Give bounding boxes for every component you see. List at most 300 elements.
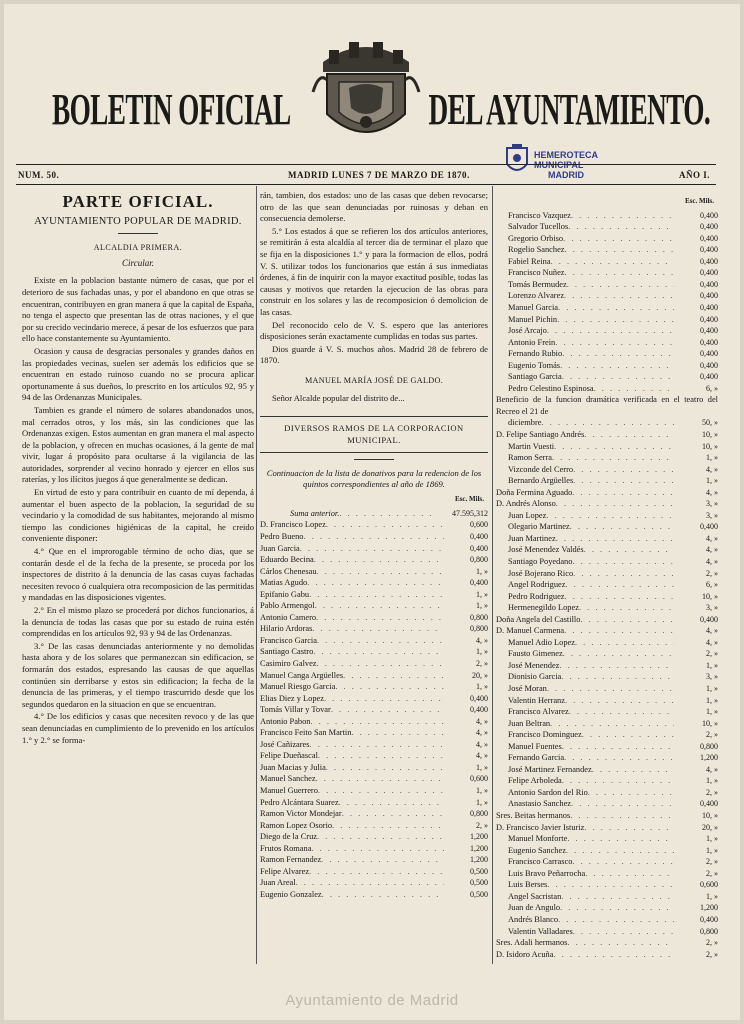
donation-amount: 1,200	[700, 753, 718, 763]
total-value: 47.595,312	[452, 508, 488, 518]
donation-amount: 2, »	[706, 938, 718, 948]
donor-name: Juan Lopez	[508, 510, 547, 520]
donation-amount: 0,400	[700, 302, 718, 312]
donation-amount: 0,400	[700, 326, 718, 336]
donor-name: Vizconde del Cerro	[508, 464, 574, 474]
issue-number: NUM. 50.	[18, 170, 60, 180]
list-item	[496, 579, 718, 591]
list-item	[260, 797, 488, 809]
running-total-row	[260, 508, 488, 520]
list-item	[496, 371, 718, 383]
donor-name: José Menendez Valdés	[508, 545, 584, 555]
donation-amount: 4, »	[706, 637, 718, 647]
donation-amount: 0,800	[470, 612, 488, 622]
donation-amount: 0,400	[700, 614, 718, 624]
donor-name: Eduardo Becina	[260, 555, 314, 565]
donation-amount: 10, »	[702, 429, 718, 439]
donor-name: Lorenzo Alvarez	[508, 291, 565, 301]
donor-name: Antonio Frein	[508, 337, 556, 347]
donor-name: Juan Macias y Julia	[260, 762, 326, 772]
donation-amount: 1, »	[706, 476, 718, 486]
donor-name: Francisco Nuñez	[508, 268, 565, 278]
list-item	[260, 727, 488, 739]
donor-name: Manuel Guerrero	[260, 786, 318, 795]
donor-name: Manuel Garcia	[508, 302, 558, 312]
list-item	[496, 441, 718, 453]
list-item	[496, 879, 718, 891]
donation-amount: 1, »	[706, 834, 718, 844]
donation-amount: 1,200	[470, 832, 488, 842]
donation-amount: 1,200	[470, 843, 488, 853]
list-item	[496, 244, 718, 256]
list-item	[496, 856, 718, 868]
donation-amount: 0,400	[700, 222, 718, 232]
donor-name: Doña Fermina Aguado	[496, 487, 573, 497]
donor-name: Manuel Monforte	[508, 834, 568, 844]
donor-name: José Martinez Fernandez	[508, 764, 592, 774]
list-item	[496, 383, 718, 395]
donation-amount: 3, »	[706, 510, 718, 520]
donor-name: Andrés Blanco	[508, 914, 559, 924]
donation-amount: 1, »	[476, 601, 488, 611]
donor-name: Juan Areal	[260, 878, 296, 888]
donor-name: Casimiro Galvez	[260, 658, 317, 668]
donor-name: Pedro Celestino Espinosa	[508, 383, 594, 393]
coat-of-arms-icon	[309, 32, 423, 150]
donor-name: Cárlos Chenesau	[260, 566, 317, 576]
donation-amount: 4, »	[706, 764, 718, 774]
donor-name: Hermenegildo Lopez	[508, 603, 579, 613]
donation-amount: 1, »	[706, 707, 718, 717]
list-item	[496, 718, 718, 730]
total-label: Suma anterior.	[290, 508, 340, 518]
donor-name: D. Andrés Alonso	[496, 499, 556, 509]
list-item	[260, 566, 488, 578]
donor-name: Antonio Sardon del Rio	[508, 787, 588, 797]
donor-name: Manuel Fuentes	[508, 741, 562, 751]
paragraph: Tambien es grande el número de solares abandonados unos, mal cerrados otros, y los más, sin las condiciones que las Ordenanzas exigen. Estos aumentan en gran manera el mal aspecto de la poblacion, y ofrecen en muchas ocasiones, á la gente de mal vivir, lugar á propósito para ocultarse á la vigilancia de las autoridades, sorprender al vecino honrado y ejercer en ellos sus raterías, y los ilícitos juegos á que generalmente se dedican.	[22, 404, 254, 485]
donation-amount: 0,500	[470, 878, 488, 888]
paragraph: Ocasion y causa de desgracias personales y grandes daños en las propiedades vecinas, suelen ser además los edificios que se encuentran en estado ruinoso cuando no se procura aplicar oportunamente á sus dueños, lo prescrito en los artículos 92, 95 y 94 de las Ordenanzas Municipales.	[22, 345, 254, 403]
list-item	[260, 843, 488, 855]
donor-name: José Cañizares	[260, 739, 310, 749]
list-item	[260, 750, 488, 762]
donor-name: D. Manuel Carmena	[496, 626, 565, 636]
donation-amount: 3, »	[706, 672, 718, 682]
donation-amount: 1, »	[706, 660, 718, 670]
donation-amount: 4, »	[706, 464, 718, 474]
list-item	[260, 704, 488, 716]
donation-amount: 4, »	[476, 728, 488, 738]
paragraph: Existe en la poblacion bastante número de casas, que por el deterioro de sus fachadas unas, y por el abandono en que otras se encuentran, contribuyen en gran manera á que la capital de España, no tenga el aspecto que presentan las de otras naciones, y el que por su crecido vecindario merece, á pesar de los esfuerzos que para ello hace constantemente su Ayuntamiento.	[22, 275, 254, 344]
section-box-heading: DIVERSOS RAMOS DE LA CORPORACION MUNICIPAL.	[260, 416, 488, 453]
donor-name: Hilario Ardoras	[260, 624, 313, 634]
donor-name: Luis Berses	[508, 880, 548, 890]
list-item	[260, 854, 488, 866]
donor-name: Francisco Vazquez	[508, 210, 571, 220]
donation-amount: 1, »	[476, 682, 488, 692]
list-item	[260, 831, 488, 843]
separator	[354, 459, 394, 460]
donor-name: Martin Vuesti	[508, 441, 555, 451]
donor-name: Gregorio Orbiso	[508, 233, 564, 243]
list-item	[496, 464, 718, 476]
list-item	[496, 671, 718, 683]
donation-amount: 1, »	[706, 776, 718, 786]
donation-amount: 20, »	[702, 822, 718, 832]
list-item	[496, 787, 718, 799]
list-item	[496, 452, 718, 464]
donation-amount: 2, »	[706, 868, 718, 878]
donor-name: Felipe Alvarez	[260, 866, 310, 876]
list-item	[496, 683, 718, 695]
office-heading: ALCALDIA PRIMERA.	[93, 243, 183, 253]
donation-amount: 10, »	[702, 718, 718, 728]
donor-name: Valentin Valladares	[508, 926, 573, 936]
donor-name: Angel Rodriguez	[508, 580, 566, 590]
donor-name: Pablo Armengol	[260, 601, 315, 611]
watermark: Ayuntamiento de Madrid	[285, 992, 459, 1009]
title-left: BOLETIN OFICIAL	[52, 85, 291, 134]
list-item	[496, 325, 718, 337]
donation-amount: 0,400	[700, 799, 718, 809]
list-item	[260, 658, 488, 670]
donor-name: Felipe Arboleda	[508, 776, 562, 786]
donor-name: Rogelio Sanchez	[508, 245, 565, 255]
stamp-line-1: HEMEROTECA	[534, 150, 599, 160]
donor-name: Francisco Garcia	[260, 635, 317, 645]
list-item	[496, 279, 718, 291]
list-item	[496, 591, 718, 603]
list-item	[260, 877, 488, 889]
donation-amount: 0,800	[700, 741, 718, 751]
donor-list	[496, 210, 718, 961]
donation-amount: 0,400	[470, 705, 488, 715]
donor-name: Fabiel Reina	[508, 256, 551, 266]
paragraph: 2.° En el mismo plazo se procederá por dichos funcionarios, á la denuncia de todas las casas que por su estado de ruina estén comprendidas en los artículos 92, 93 y 94 de las Ordenanzas.	[22, 605, 254, 639]
donation-amount: 0,400	[700, 914, 718, 924]
donation-amount: 0,400	[700, 372, 718, 382]
donation-amount: 0,400	[700, 360, 718, 370]
list-item	[496, 775, 718, 787]
list-item	[260, 681, 488, 693]
list-item	[260, 693, 488, 705]
title-right: DEL AYUNTAMIENTO.	[428, 85, 710, 134]
list-item	[496, 521, 718, 533]
list-item	[260, 785, 488, 797]
donor-name: Bernardo Argüelles	[508, 476, 574, 486]
donor-name: Santiago Poyedano	[508, 557, 573, 566]
donation-amount: 2, »	[706, 649, 718, 659]
amount-column-head: Esc. Mils.	[685, 197, 714, 205]
donation-amount: 0,400	[700, 256, 718, 266]
donor-name: Tomás Villar y Tovar	[260, 705, 331, 715]
donor-name: Ramon Serra	[508, 453, 552, 463]
donor-name: Sres. Beitas hermanos	[496, 811, 571, 821]
donation-amount: 0,400	[700, 279, 718, 289]
donation-amount: 10, »	[702, 591, 718, 601]
column-1	[22, 190, 254, 747]
list-item	[260, 554, 488, 566]
list-item	[260, 716, 488, 728]
donation-amount: 1, »	[476, 566, 488, 576]
list-item	[496, 614, 718, 626]
donation-amount: 0,600	[470, 520, 488, 530]
list-item	[496, 256, 718, 268]
donation-amount: 0,400	[700, 210, 718, 220]
donation-amount: 1, »	[476, 762, 488, 772]
list-item	[260, 646, 488, 658]
list-item	[496, 637, 718, 649]
donor-name: D. Felipe Santiago Andrés	[496, 429, 585, 439]
donor-name: Fausto Gimenez	[508, 649, 563, 659]
list-item	[260, 600, 488, 612]
donor-name: Manuel Riesgo Garcia	[260, 682, 336, 692]
list-item	[496, 233, 718, 245]
donation-amount: 2, »	[706, 949, 718, 959]
donation-amount: 10, »	[702, 811, 718, 821]
donation-amount: 1, »	[476, 589, 488, 599]
column-2	[260, 190, 488, 900]
list-item	[496, 475, 718, 487]
donor-name: Sres. Adali hermanos	[496, 938, 568, 948]
list-item	[260, 531, 488, 543]
donation-amount: 4, »	[476, 635, 488, 645]
list-item	[496, 417, 718, 429]
circular-label: Circular.	[122, 257, 154, 268]
donation-amount: 2, »	[706, 568, 718, 578]
list-item	[496, 568, 718, 580]
issue-date: MADRID LUNES 7 DE MARZO DE 1870.	[288, 170, 470, 180]
list-item	[260, 519, 488, 531]
list-item	[496, 729, 718, 741]
donation-amount: 4, »	[706, 557, 718, 566]
donor-name: diciembre	[508, 418, 542, 428]
donor-name: D. Francisco Lopez	[260, 520, 326, 530]
donor-name: Salvador Tucellos	[508, 222, 569, 232]
donor-name: José Menendez	[508, 660, 560, 670]
donor-name: Eugenio Gonzalez	[260, 889, 322, 899]
paragraph: Del reconocido celo de V. S. espero que las anteriores disposiciones serán exactamente cumplidas en todas sus partes.	[260, 319, 488, 342]
newspaper-page	[4, 4, 740, 1020]
donor-name: Francisco Carrasco	[508, 857, 573, 867]
donation-amount: 0,500	[470, 866, 488, 876]
list-item	[496, 902, 718, 914]
donor-name: Manuel Pichin	[508, 314, 558, 324]
paragraph: rán, tambien, dos estados: uno de las casas que deben revocarse; otro de las que sean denunciadas por ruinosas y deban en consecuencia demolerse.	[260, 190, 488, 224]
list-item	[496, 926, 718, 938]
signature: MANUEL MARÍA JOSÉ DE GALDO.	[304, 375, 444, 385]
donation-amount: 0,400	[700, 268, 718, 278]
donor-name: Ramon Victor Mondejar	[260, 809, 342, 819]
donation-amount: 0,400	[700, 522, 718, 532]
donation-amount: 1, »	[476, 786, 488, 795]
list-item	[496, 602, 718, 614]
list-item	[260, 808, 488, 820]
list-item	[496, 798, 718, 810]
list-item	[496, 810, 718, 822]
list-item	[496, 210, 718, 222]
header-rule-top	[16, 164, 716, 165]
list-item	[260, 612, 488, 624]
column-3	[496, 190, 718, 960]
donor-name: Manuel Sanchez	[260, 774, 316, 784]
donation-amount: 0,800	[470, 809, 488, 819]
list-item	[496, 302, 718, 314]
list-item	[496, 845, 718, 857]
donation-amount: 0,500	[470, 889, 488, 899]
donation-amount: 20, »	[472, 670, 488, 680]
list-item	[496, 752, 718, 764]
list-item	[496, 544, 718, 556]
header-rule-bottom	[16, 184, 716, 185]
donation-amount: 3, »	[706, 603, 718, 613]
donor-name: Eugenio Tomás	[508, 360, 561, 370]
donor-name: Antonio Pabon	[260, 716, 311, 726]
donation-amount: 3, »	[706, 499, 718, 509]
list-item	[496, 648, 718, 660]
donation-amount: 4, »	[476, 716, 488, 726]
donation-amount: 1, »	[476, 797, 488, 807]
list-item	[260, 762, 488, 774]
list-item	[496, 695, 718, 707]
donation-amount: 2, »	[706, 857, 718, 867]
list-item	[496, 360, 718, 372]
donation-amount: 50, »	[702, 418, 718, 428]
list-item	[496, 741, 718, 753]
donation-amount: 2, »	[476, 820, 488, 830]
donor-name: Santiago Castro	[260, 647, 314, 657]
section-subheading: AYUNTAMIENTO POPULAR DE MADRID.	[34, 215, 242, 227]
list-item	[260, 543, 488, 555]
donor-name: Manuel Adio Lopez	[508, 637, 575, 647]
donor-name: José Bojerano Rico	[508, 568, 574, 578]
list-item	[260, 577, 488, 589]
list-item	[496, 498, 718, 510]
issue-year: AÑO I.	[678, 170, 710, 180]
donation-amount: 0,600	[700, 880, 718, 890]
donation-amount: 2, »	[476, 658, 488, 668]
donor-name: Manuel Canga Argüelles	[260, 670, 344, 680]
donor-name: Francisco Alvarez	[508, 707, 569, 717]
list-intro: Continuacion de la lista de donativos para la redencion de los quintos correspondientes al año de 1869.	[266, 468, 482, 490]
donation-amount: 4, »	[706, 533, 718, 543]
section-heading: PARTE OFICIAL.	[62, 192, 214, 211]
donor-name: Luis Bravo Peñarrocha	[508, 868, 586, 878]
list-item	[496, 510, 718, 522]
donation-amount: 4, »	[476, 739, 488, 749]
donation-amount: 0,400	[700, 233, 718, 243]
donation-amount: 0,400	[700, 291, 718, 301]
donor-name: Epifanio Gabu	[260, 589, 310, 599]
donation-amount: 6, »	[706, 580, 718, 590]
separator	[118, 233, 158, 234]
list-item	[496, 429, 718, 441]
stamp-line-2: MUNICIPAL	[534, 160, 584, 170]
donation-amount: 0,400	[700, 314, 718, 324]
donor-name: Ramon Fernandez	[260, 855, 322, 865]
list-item	[496, 533, 718, 545]
donor-name: Santiago Garcia	[508, 372, 562, 382]
list-item	[496, 660, 718, 672]
donation-amount: 0,400	[470, 531, 488, 541]
list-item	[496, 267, 718, 279]
paragraph: 5.° Los estados á que se refieren los dos artículos anteriores, se remitirán á esta alcaldía al tercer dia de terminar el plazo que se fija en la disposiciones 1.° y para la formacion de ellos, podrá V. S. utilizar todos los funcionarios que están á sus inmediatas órdenes, á fin de inquirir con la mayor exactitud posible, todas las causas y motivos que retarden la ejecucion de las obras para construir en los solares y las de recomposicion ó demolicion de las casas.	[260, 225, 488, 317]
list-item	[260, 889, 488, 901]
donor-name: Doña Angela del Castillo	[496, 614, 581, 624]
donor-name: D. Isidoro Acuña	[496, 949, 554, 959]
addressee: Señor Alcalde popular del distrito de...	[272, 392, 405, 403]
donor-name: Elias Diez y Lopez	[260, 693, 324, 703]
list-item	[496, 706, 718, 718]
donor-name: Ramon Lopez Osorio	[260, 820, 333, 830]
donation-amount: 2, »	[706, 787, 718, 797]
list-item	[496, 891, 718, 903]
donation-amount: 4, »	[706, 487, 718, 497]
stamp-line-3: MADRID	[548, 170, 584, 180]
paragraph: 4.° Que en el improrogable término de ocho dias, que se contarán desde el de la fecha de la presente, se proceda por los inspectores de distrito á la denuncia de las casas cuyas fachadas necesiten revoco ó cualquiera otra recomposicion de las permitidas y mandadas en las disposiciones vigentes.	[22, 546, 254, 603]
donation-amount: 6, »	[706, 383, 718, 393]
donation-amount: 0,400	[700, 245, 718, 255]
donor-name: José Arcajo	[508, 326, 547, 336]
donation-amount: 1, »	[706, 684, 718, 694]
paragraph: Dios guarde á V. S. muchos años. Madrid 28 de febrero de 1870.	[260, 343, 488, 366]
paragraph: 4.° De los edificios y casas que necesiten revoco y de las que sean denunciadas en cumplimiento de lo prevenido en los artículos 1.° y 2.° se forma-	[22, 711, 254, 745]
donation-amount: 4, »	[476, 751, 488, 761]
list-item	[496, 833, 718, 845]
donation-amount: 2, »	[706, 730, 718, 740]
donation-amount: 0,400	[470, 543, 488, 553]
list-item	[260, 623, 488, 635]
donor-name: Antonio Camero	[260, 612, 317, 622]
donation-amount: 0,400	[470, 578, 488, 588]
donor-name: Pedro Bueno	[260, 531, 304, 541]
paragraph: 3.° De las casas denunciadas anteriormente y no demolidas hasta ahora y de los solares que permanezcan sin edificacion, se formarán dos estados, espresando las causas de que aquellas continúen sin derribarse y estos sin edificacion; la fecha de la denuncia de las primeras, y el tiempo trascurrido desde que los segundos quedaron en la situacion en que se encuentran.	[22, 640, 254, 709]
donor-name: Tomás Bermudez	[508, 279, 567, 289]
list-text: Beneficio de la funcion dramática verificada en el teatro del Recreo el 21 de	[496, 395, 718, 416]
list-item	[260, 589, 488, 601]
donation-amount: 4, »	[706, 626, 718, 636]
list-item	[496, 625, 718, 637]
donation-amount: 0,600	[470, 774, 488, 784]
donor-name: Diego de la Cruz	[260, 832, 317, 842]
donor-name: Francisco Dominguez	[508, 730, 582, 740]
donor-name: Francisco Feito San Martin	[260, 728, 352, 738]
list-item	[260, 773, 488, 785]
donor-name: Eugenio Sanchez	[508, 845, 566, 855]
list-item	[260, 866, 488, 878]
donation-amount: 1,200	[470, 855, 488, 865]
donation-amount: 0,800	[700, 926, 718, 936]
donor-name: Juan Garcia	[260, 543, 300, 553]
donor-name: Valentin Herranz	[508, 695, 565, 705]
donor-name: Fernando Rubio	[508, 349, 563, 359]
list-item	[496, 937, 718, 949]
list-item	[496, 487, 718, 499]
donation-amount: 0,400	[700, 349, 718, 359]
list-item	[260, 670, 488, 682]
list-item	[496, 822, 718, 834]
column-divider	[256, 186, 257, 964]
list-item	[496, 868, 718, 880]
donor-name: Matias Agudo	[260, 578, 308, 588]
donation-amount: 0,400	[700, 337, 718, 347]
donation-amount: 1, »	[706, 453, 718, 463]
list-item	[260, 820, 488, 832]
list-item	[260, 739, 488, 751]
donor-name: Felipe Dueñascal	[260, 751, 318, 761]
column-divider	[492, 186, 493, 964]
